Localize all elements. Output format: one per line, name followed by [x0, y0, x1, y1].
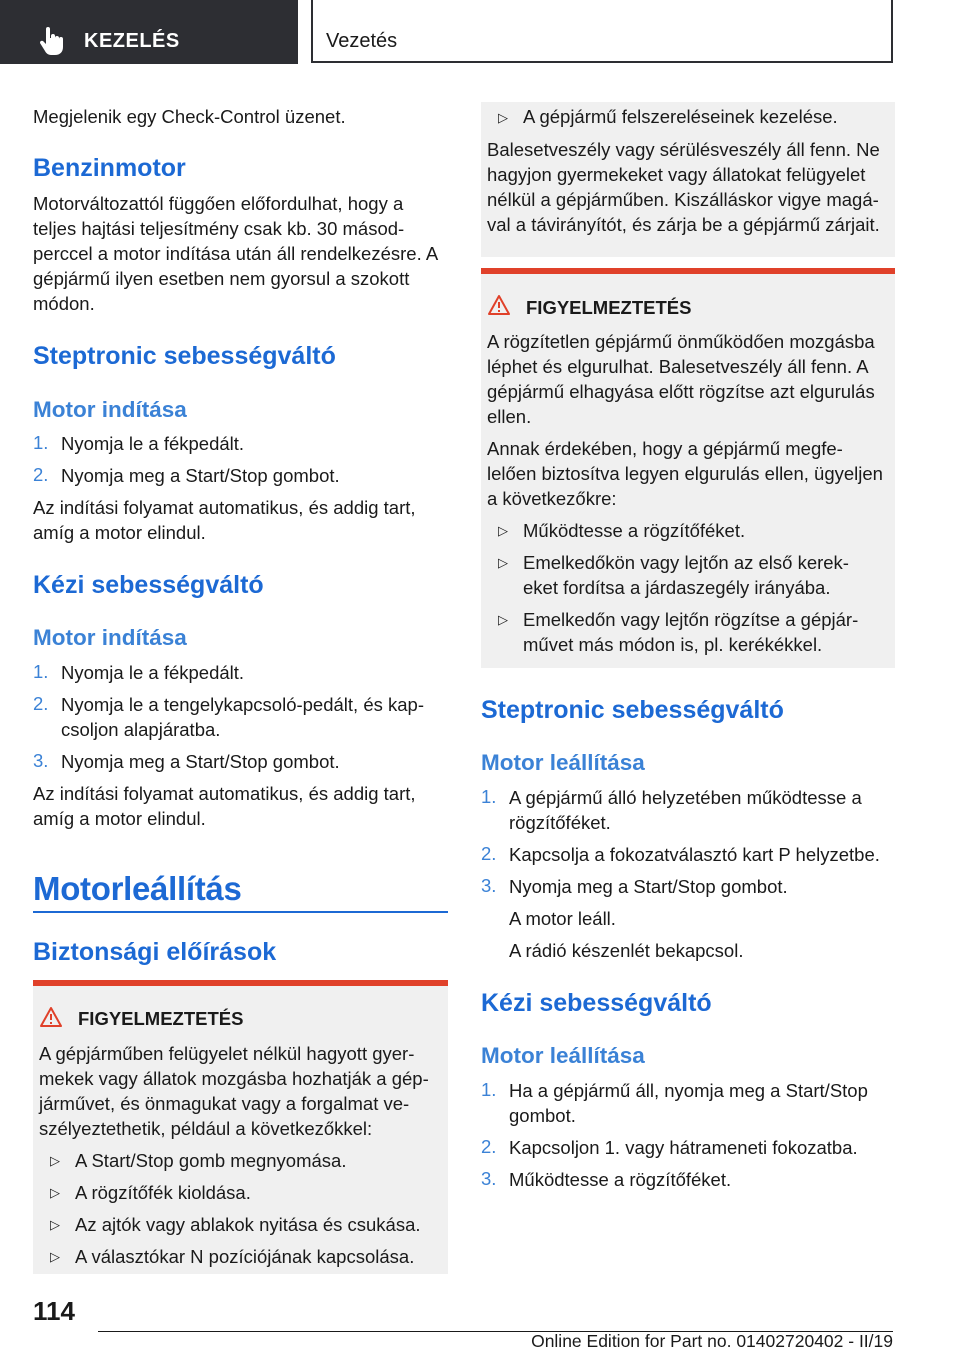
step-text: gombot.	[509, 1105, 576, 1126]
steptronic-heading: Steptronic sebességváltó	[33, 342, 336, 370]
warning-bullet: Működtesse a rögzítőféket.	[523, 520, 746, 541]
warning-line: A rögzítetlen gépjármű önműködően mozgásba	[487, 331, 875, 352]
bullet-triangle-icon: ▷	[498, 612, 508, 627]
warning-bullet: Emelkedőn vagy lejtőn rögzítse a gépjár‐	[523, 609, 859, 630]
step-text: Kapcsoljon 1. vagy hátrameneti fokozatba.	[509, 1137, 858, 1158]
info-line: hagyjon gyermekeket vagy állatokat felügyelet	[487, 164, 866, 185]
info-line: Balesetveszély vagy sérülésveszély áll fenn. Ne	[487, 139, 880, 160]
step-text: Nyomja meg a Start/Stop gombot.	[61, 465, 340, 486]
bullet-triangle-icon: ▷	[50, 1217, 60, 1232]
warning-title: FIGYELMEZTETÉS	[78, 1008, 244, 1029]
step-number: 3.	[481, 1168, 497, 1189]
page-number: 114	[33, 1296, 75, 1326]
section-label: KEZELÉS	[84, 30, 180, 52]
warning-triangle-icon	[487, 294, 511, 316]
step-number: 3.	[33, 750, 49, 771]
bullet-triangle-icon: ▷	[498, 555, 508, 570]
step-text: Nyomja meg a Start/Stop gombot.	[61, 751, 340, 772]
warning-bullet: eket fordítsa a járdaszegély irányába.	[523, 577, 831, 598]
stop-chapter-heading: Motorleállítás	[33, 870, 242, 907]
step-number: 1.	[481, 1079, 497, 1100]
note-line: Az indítási folyamat automatikus, és addig tart,	[33, 497, 416, 518]
step-number: 2.	[481, 843, 497, 864]
step-text: Nyomja meg a Start/Stop gombot.	[509, 876, 788, 897]
step-text: Nyomja le a fékpedált.	[61, 433, 245, 454]
benzin-line: gépjármű ilyen esetben nem gyorsul a szokott	[33, 268, 410, 289]
section-tab	[0, 0, 298, 64]
result-text: A motor leáll.	[509, 908, 616, 929]
step-number: 1.	[33, 432, 49, 453]
warning-bullet: A rögzítőfék kioldása.	[75, 1182, 251, 1203]
warning-line: Annak érdekében, hogy a gépjármű megfe‐	[487, 438, 843, 459]
step-number: 2.	[33, 464, 49, 485]
step-number: 1.	[33, 661, 49, 682]
safety-heading: Biztonsági előírások	[33, 938, 277, 966]
warning-bullet: művet más módon is, pl. kerékékkel.	[523, 634, 823, 655]
manual-heading: Kézi sebességváltó	[481, 989, 712, 1017]
warning-line: szélyeztethetik, például a következőkkel:	[39, 1118, 373, 1139]
edition-text: Online Edition for Part no. 01402720402 - II/19	[531, 1331, 893, 1351]
warning-bullet: A választókar N pozíciójának kapcsolása.	[75, 1246, 415, 1267]
step-number: 2.	[33, 693, 49, 714]
info-line: val a távirányítót, és zárja be a gépjármű zárjait.	[487, 214, 880, 235]
warning-line: gépjármű elhagyása előtt rögzítse azt elgurulás	[487, 381, 875, 402]
benzin-line: teljes hajtási teljesítmény csak kb. 30 másod‐	[33, 218, 405, 239]
benzin-line: perccel a motor indítása után áll rendelkezésre. A	[33, 243, 439, 264]
benzin-heading: Benzinmotor	[33, 154, 186, 182]
manual-heading: Kézi sebességváltó	[33, 571, 264, 599]
warning-triangle-icon	[39, 1006, 63, 1028]
step-text: Kapcsolja a fokozatválasztó kart P helyzetbe.	[509, 844, 880, 865]
step-text: csoljon alapjáratba.	[61, 719, 221, 740]
warning-line: a következőkre:	[487, 488, 617, 509]
info-bullet: A gépjármű felszereléseinek kezelése.	[523, 106, 838, 127]
steptronic-heading: Steptronic sebességváltó	[481, 696, 784, 724]
info-line: nélkül a gépjárműben. Kiszálláskor vigye magá‐	[487, 189, 879, 210]
note-line: amíg a motor elindul.	[33, 522, 206, 543]
note-line: Az indítási folyamat automatikus, és addig tart,	[33, 783, 416, 804]
bullet-triangle-icon: ▷	[498, 523, 508, 538]
warning-line: lelően biztosítva legyen elgurulás ellen, ügyeljen	[487, 463, 883, 484]
subsection-tab	[311, 0, 893, 63]
benzin-line: módon.	[33, 293, 95, 314]
bullet-triangle-icon: ▷	[498, 110, 508, 125]
bullet-triangle-icon: ▷	[50, 1153, 60, 1168]
hand-pointer-icon	[38, 27, 64, 55]
warning-line: járművet, és önmagukat vagy a forgalmat ve‐	[39, 1093, 410, 1114]
start-heading: Motor indítása	[33, 625, 187, 650]
warning-title: FIGYELMEZTETÉS	[526, 297, 692, 318]
warning-line: ellen.	[487, 406, 532, 427]
step-text: Nyomja le a tengelykapcsoló-pedált, és kap‐	[61, 694, 424, 715]
bullet-triangle-icon: ▷	[50, 1249, 60, 1264]
bullet-triangle-icon: ▷	[50, 1185, 60, 1200]
step-text: Nyomja le a fékpedált.	[61, 662, 245, 683]
stop-heading: Motor leállítása	[481, 1043, 645, 1068]
stop-heading: Motor leállítása	[481, 750, 645, 775]
step-number: 1.	[481, 786, 497, 807]
note-line: amíg a motor elindul.	[33, 808, 206, 829]
step-text: Működtesse a rögzítőféket.	[509, 1169, 732, 1190]
warning-line: mekek vagy állatok mozgásba hozhatják a gép‐	[39, 1068, 429, 1089]
start-heading: Motor indítása	[33, 397, 187, 422]
step-number: 3.	[481, 875, 497, 896]
step-number: 2.	[481, 1136, 497, 1157]
warning-line: A gépjárműben felügyelet nélkül hagyott gyer‐	[39, 1043, 415, 1064]
intro-text: Megjelenik egy Check-Control üzenet.	[33, 106, 346, 127]
warning-bullet: Emelkedőkön vagy lejtőn az első kerek‐	[523, 552, 849, 573]
subsection-label: Vezetés	[326, 30, 398, 52]
benzin-line: Motorváltozattól függően előfordulhat, hogy a	[33, 193, 404, 214]
heading-rule	[33, 911, 448, 913]
step-text: Ha a gépjármű áll, nyomja meg a Start/Stop	[509, 1080, 868, 1101]
step-text: A gépjármű álló helyzetében működtesse a	[509, 787, 862, 808]
warning-line: léphet és elgurulhat. Balesetveszély áll fenn. A	[487, 356, 869, 377]
result-text: A rádió készenlét bekapcsol.	[509, 940, 744, 961]
warning-bullet: Az ajtók vagy ablakok nyitása és csukása.	[75, 1214, 421, 1235]
step-text: rögzítőféket.	[509, 812, 611, 833]
warning-bullet: A Start/Stop gomb megnyomása.	[75, 1150, 347, 1171]
